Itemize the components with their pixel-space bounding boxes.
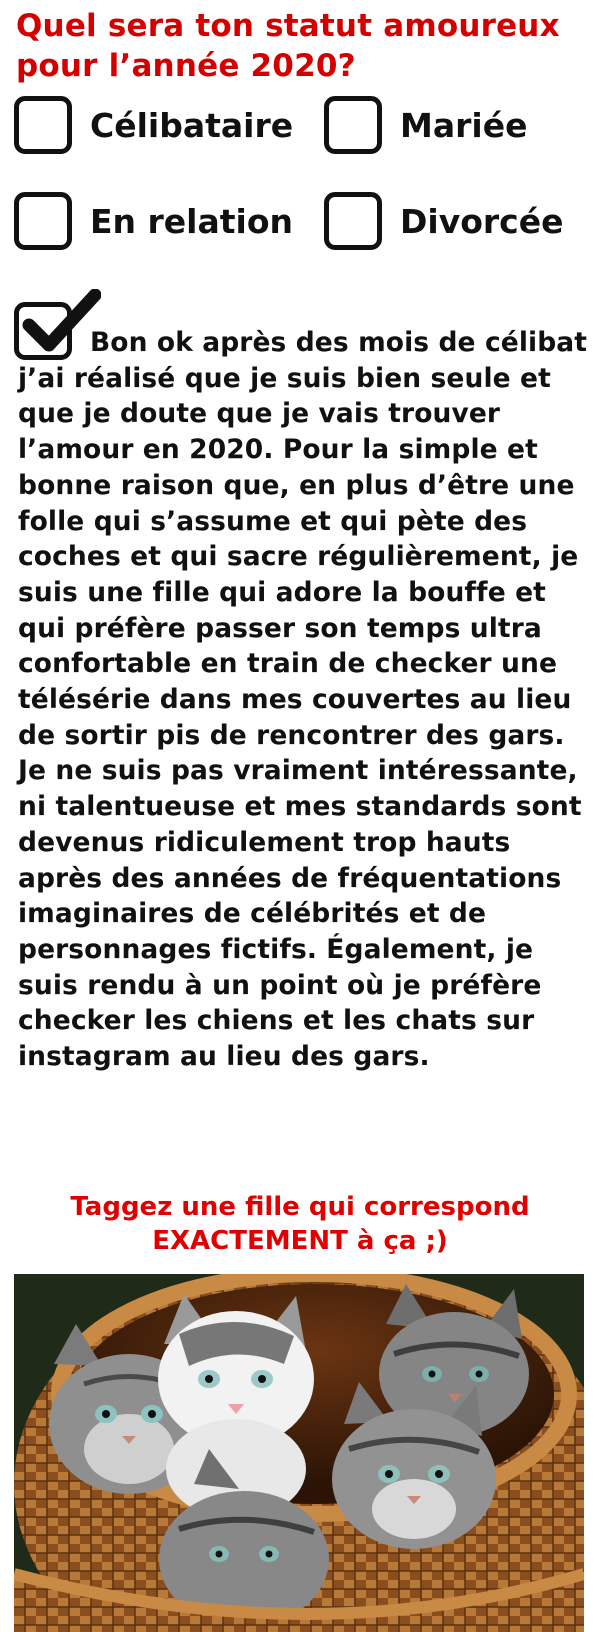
option-en-relation[interactable] <box>14 192 293 250</box>
checkbox-empty[interactable] <box>324 192 382 250</box>
checkbox-empty[interactable] <box>324 96 382 154</box>
title: Quel sera ton statut amoureux pour l’année 2020? <box>16 8 560 84</box>
option-divorcee[interactable] <box>324 192 564 250</box>
option-celibataire[interactable] <box>14 96 293 154</box>
checkbox-empty[interactable] <box>14 96 72 154</box>
kittens-in-basket-image <box>14 1274 584 1632</box>
option-label: Mariée <box>400 105 528 145</box>
option-label: Célibataire <box>90 105 294 145</box>
option-label: En relation <box>90 201 294 241</box>
checkbox-empty[interactable] <box>14 192 72 250</box>
option-mariee[interactable] <box>324 96 527 154</box>
kittens-photo <box>14 1274 584 1632</box>
tagline-line-1: Taggez une fille qui correspond <box>70 1192 530 1222</box>
answer-text: Bon ok après des mois de célibat j’ai réalisé que je suis bien seule et que je doute que je vais trouver l’amour en 2020. Pour la simple et bonne raison que, en plus d’être une folle qui s’assume et qui pète des coches et qui sacre régulièrement, je suis une fille qui adore la bouffe et qui préfère passer son temps ultra confortable en train de checker une télésérie dans mes couvertes au lieu de sortir pis de rencontrer des gars. Je ne suis pas vraiment intéressante, ni talentueuse et mes standards sont devenus ridiculement trop hauts après des années de fréquentations imaginaires de célébrités et de personnages fictifs. Également, je suis rendu à un point où je préfère checker les chiens et les chats sur instagram au lieu des gars. <box>18 327 588 1073</box>
option-label: Divorcée <box>400 201 564 241</box>
tagline <box>0 1190 600 1258</box>
tagline-line-2: EXACTEMENT à ça ;) <box>152 1226 448 1256</box>
